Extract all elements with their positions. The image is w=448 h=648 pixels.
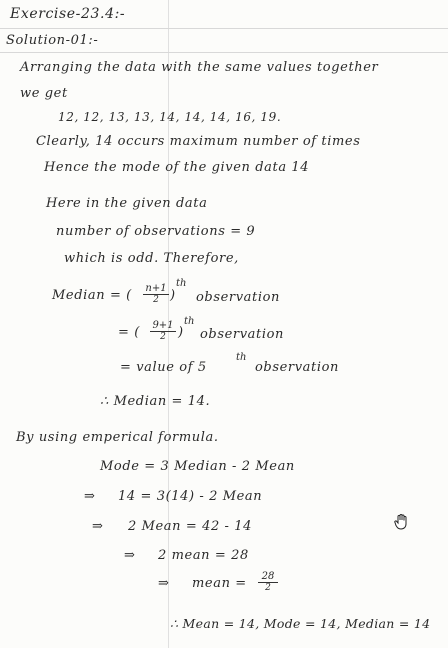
final-result: ∴ Mean = 14, Mode = 14, Median = 14 xyxy=(170,616,431,631)
line-mode-statement: Hence the mode of the given data 14 xyxy=(44,160,310,175)
line-observations: number of observations = 9 xyxy=(56,224,256,239)
mean-equals: mean = xyxy=(192,576,247,591)
rule-line xyxy=(0,52,448,53)
implies-arrow: ⇒ xyxy=(124,548,136,563)
median-result: ∴ Median = 14. xyxy=(100,394,211,409)
superscript-th: th xyxy=(236,352,247,363)
exercise-heading: Exercise-23.4:- xyxy=(10,6,126,22)
line-arranging: Arranging the data with the same values together xyxy=(20,60,379,75)
fraction-numerator: 9+1 xyxy=(150,321,176,332)
fraction-denominator: 2 xyxy=(160,332,166,342)
observation-word: observation xyxy=(255,360,340,375)
line-here: Here in the given data xyxy=(46,196,208,211)
median-fraction xyxy=(143,284,169,305)
implies-arrow: ⇒ xyxy=(92,519,104,534)
fraction-denominator: 2 xyxy=(265,583,271,593)
formula-mode: Mode = 3 Median - 2 Mean xyxy=(100,459,295,474)
paren-close: ) xyxy=(178,325,184,340)
step-two-mean: 2 Mean = 42 - 14 xyxy=(128,519,253,534)
implies-arrow: ⇒ xyxy=(84,489,96,504)
superscript-th: th xyxy=(176,278,187,289)
implies-arrow: ⇒ xyxy=(158,576,170,591)
fraction-numerator: n+1 xyxy=(143,284,169,295)
step-substitute: 14 = 3(14) - 2 Mean xyxy=(118,489,263,504)
hand-cursor-icon xyxy=(393,513,411,531)
data-values: 12, 12, 13, 13, 14, 14, 14, 16, 19. xyxy=(58,110,282,124)
superscript-th: th xyxy=(184,316,195,327)
fraction-denominator: 2 xyxy=(153,295,159,305)
rule-line xyxy=(0,28,448,29)
fraction-numerator: 28 xyxy=(258,572,278,583)
empirical-formula-heading: By using emperical formula. xyxy=(16,430,219,445)
fifth-observation-prefix: = value of 5 xyxy=(120,360,207,375)
observation-word: observation xyxy=(200,327,285,342)
observation-word: observation xyxy=(196,290,281,305)
step-two-mean-28: 2 mean = 28 xyxy=(158,548,249,563)
mean-fraction xyxy=(258,572,278,593)
line-clearly: Clearly, 14 occurs maximum number of times xyxy=(36,134,361,149)
median-formula-prefix: Median = ( xyxy=(52,288,132,303)
paren-close: ) xyxy=(170,288,176,303)
solution-label: Solution-01:- xyxy=(6,33,99,48)
line-odd: which is odd. Therefore, xyxy=(64,251,239,266)
step-prefix: = ( xyxy=(118,325,140,340)
line-we-get: we get xyxy=(20,86,68,101)
step-fraction xyxy=(150,321,176,342)
